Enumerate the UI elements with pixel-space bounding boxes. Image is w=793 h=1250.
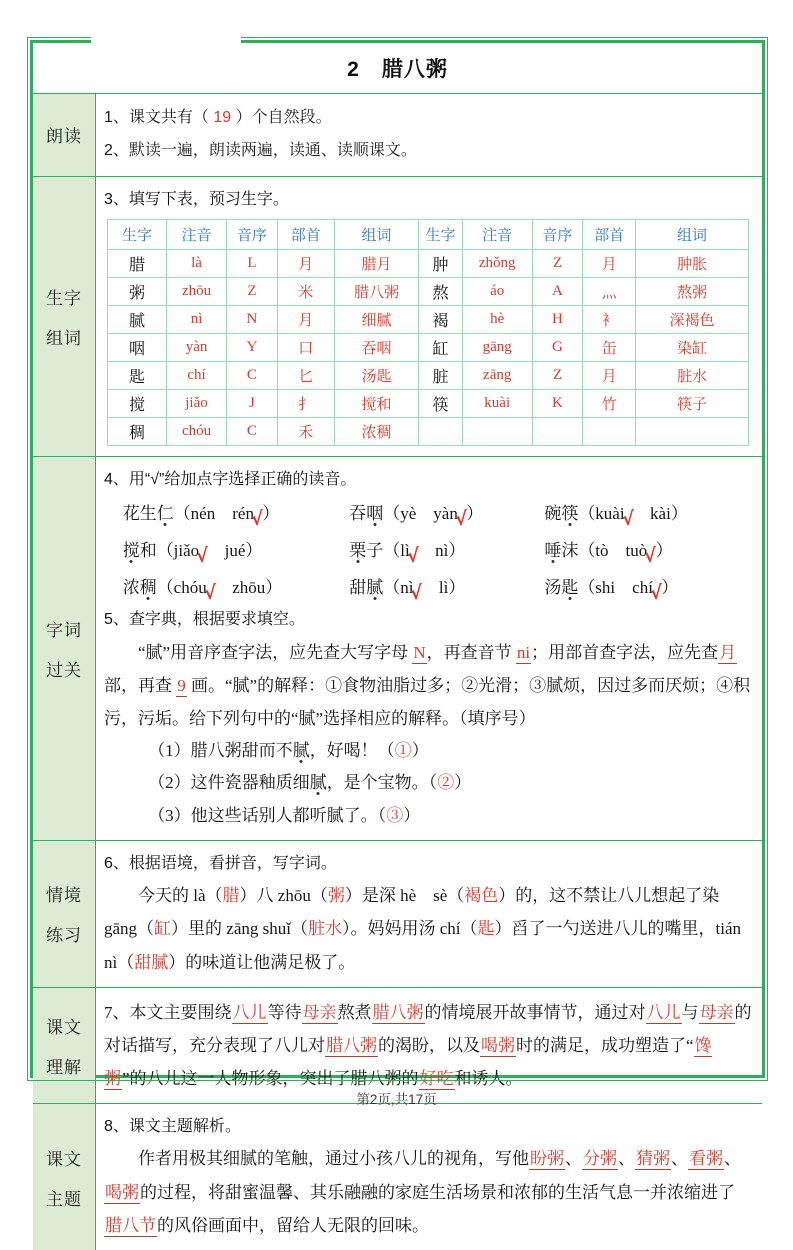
section-label-text: 生字: [46, 288, 82, 308]
section-label-text: 课文: [46, 1149, 82, 1169]
section-words-content: [96, 457, 762, 840]
section-label-comprehension: [33, 988, 96, 1103]
section-label-text: 理解: [46, 1057, 82, 1077]
q3-prompt: 3、填写下表，预习生字。: [104, 190, 289, 208]
section-label-text: 课文: [46, 1017, 82, 1037]
q4-item: 汤匙（shi chí√）: [544, 577, 679, 604]
section-label-text: 过关: [46, 660, 82, 680]
section-label-text: 情境: [46, 886, 82, 906]
char-table-row: 搅 jiǎo J 扌 搅和 筷 kuài K 竹 筷子: [108, 389, 749, 417]
section-theme-content: [96, 1104, 762, 1250]
section-words: [33, 456, 762, 840]
q6-prompt: 6、根据语境，看拼音，写字词。: [104, 854, 337, 872]
char-table-row: 稠 chóu C 禾 浓稠: [108, 417, 749, 445]
section-characters: [33, 176, 762, 456]
reading-line-1: 1、课文共有（ 19 ）个自然段。: [104, 109, 332, 126]
char-table-row: 粥 zhōu Z 米 腊八粥 熬 áo A 灬 熬粥: [108, 277, 749, 305]
section-reading: [33, 93, 762, 176]
q6-paragraph: 今天的 là（腊）八 zhōu（粥）是深 hè sè（褐色）的，这不禁让八儿想起了染 gāng（缸）里的 zāng shuǐ（脏水）。妈妈用汤 chí（匙）舀了一勺送进八儿的嘴里，tián nì（甜腻）的味道让他满足极了。: [104, 886, 742, 972]
q4-item: 唾沫（tò tuò√）: [544, 540, 673, 568]
section-context-content: [96, 841, 762, 987]
q7-paragraph: 7、本文主要围绕八儿等待母亲熬煮腊八粥的情境展开故事情节，通过对八儿与母亲的对话描写，充分表现了八儿对腊八粥的渴盼，以及喝粥时的满足，成功塑造了“馋粥”的八儿这一人物形象，突出了腊八粥的好吃和诱人。: [104, 1002, 752, 1088]
section-label-text: 朗读: [46, 127, 82, 147]
q4-item: 浓稠（chóu√ zhōu）: [122, 577, 283, 604]
char-table-row: 腻 nì N 月 细腻 褐 hè H 衤 深褐色: [108, 305, 749, 333]
reading-line-2: 2、默读一遍，朗读两遍，读通、读顺课文。: [104, 141, 417, 159]
q5-prompt: 5、查字典，根据要求填空。: [104, 611, 305, 629]
q4-item: 碗筷（kuài√ kài）: [544, 504, 688, 531]
section-label-text: 组词: [46, 328, 82, 348]
title-row: [33, 43, 762, 93]
character-table: [107, 219, 749, 446]
section-characters-content: [96, 177, 762, 456]
q4-item: 搅和（jiǎo√ jué）: [122, 540, 263, 568]
character-table-header: 生字 注音 音序 部首 组词 生字 注音 音序 部首 组词: [108, 219, 749, 249]
section-label-context: [33, 841, 96, 987]
q4-prompt: 4、用“√”给加点字选择正确的读音。: [104, 470, 357, 488]
border-gap-artifact: [91, 36, 241, 47]
character-table-body: [108, 249, 749, 445]
section-label-text: 字词: [46, 620, 82, 640]
q4-item: 甜腻（nì√ lì）: [349, 577, 466, 604]
q8-paragraph: 作者用极其细腻的笔触，通过小孩八儿的视角，写他盼粥、分粥、猜粥、看粥、喝粥的过程，将甜蜜温馨、其乐融融的家庭生活场景和浓郁的生活气息一并浓缩进了腊八节的风俗画面中，留给人无限的回味。: [105, 1149, 741, 1235]
section-label-theme: [33, 1104, 96, 1250]
q4-pronunciation-grid: [104, 497, 752, 605]
section-label-words: [33, 457, 96, 840]
section-label-text: 练习: [46, 926, 82, 946]
page-number: 第2页,共17页: [356, 1092, 437, 1107]
section-context: [33, 840, 762, 987]
char-table-row: 咽 yàn Y 口 吞咽 缸 gāng G 缶 染缸: [108, 333, 749, 361]
section-label-reading: [33, 94, 96, 176]
q5-paragraph: “腻”用音序查字法，应先查大写字母 N，再查音节 ni；用部首查字法，应先查月部，再查 9 画。“腻”的解释：①食物油脂过多；②光滑；③腻烦，因过多而厌烦；④积污，污垢。给下列句中的“腻”选择相应的解释。（填序号）: [104, 642, 751, 728]
char-table-row: 匙 chí C 匕 汤匙 脏 zāng Z 月 脏水: [108, 361, 749, 389]
section-comprehension: [33, 987, 762, 1103]
q8-prompt: 8、课文主题解析。: [104, 1118, 241, 1136]
char-table-row: 腊 là L 月 腊月 肿 zhǒng Z 月 肿胀: [108, 249, 749, 277]
section-comprehension-content: [96, 988, 762, 1103]
page-title: 2 腊八粥: [347, 58, 448, 81]
section-label-text: 主题: [46, 1189, 82, 1209]
q5-item-1: （1）腊八粥甜而不腻，好喝！（①）: [148, 740, 429, 760]
q4-item: 吞咽（yè yàn√）: [349, 504, 484, 531]
q5-item-3: （3）他这些话别人都听腻了。（③）: [148, 805, 421, 825]
q4-item: 花生仁（nén rén√）: [122, 504, 280, 531]
section-reading-content: [96, 94, 762, 176]
section-label-characters: [33, 177, 96, 456]
q5-item-2: （2）这件瓷器釉质细腻，是个宝物。（②）: [148, 773, 472, 793]
q4-item: 栗子（lì√ nì）: [349, 540, 466, 568]
section-theme: [33, 1103, 762, 1250]
